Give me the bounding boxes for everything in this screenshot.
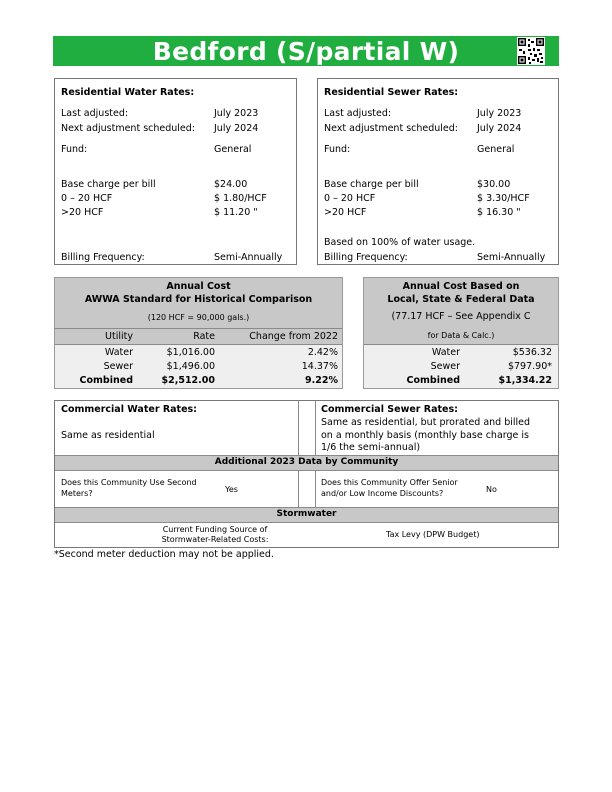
sewer-base-charge-label: Base charge per bill <box>324 179 419 190</box>
table-row-rate: $1,016.00 <box>166 347 215 358</box>
table-row-rate: $1,496.00 <box>166 361 215 372</box>
sewer-fund-value: General <box>477 144 515 155</box>
additional-data-band <box>55 455 558 471</box>
awwa-col-utility: Utility <box>105 331 133 342</box>
water-fund-label: Fund: <box>61 144 88 155</box>
title-bar <box>53 36 559 66</box>
local-subtitle-line2: for Data & Calc.) <box>427 331 495 340</box>
table-row-rate: $2,512.00 <box>161 375 215 386</box>
senior-discount-question-line1: Does this Community Offer Senior <box>321 478 458 487</box>
page-title: Bedford (S/partial W) <box>152 37 460 66</box>
water-tier1-label: 0 – 20 HCF <box>61 193 113 204</box>
commercial-sewer-heading: Commercial Sewer Rates: <box>321 404 458 415</box>
water-base-charge-label: Base charge per bill <box>61 179 156 190</box>
table-row-utility: Water <box>431 347 460 358</box>
sewer-last-adjusted-label: Last adjusted: <box>324 108 392 119</box>
sewer-billing-value: Semi-Annually <box>477 252 546 263</box>
sewer-tier1-label: 0 – 20 HCF <box>324 193 376 204</box>
sewer-usage-note: Based on 100% of water usage. <box>324 237 476 248</box>
sewer-last-adjusted-value: July 2023 <box>477 108 522 119</box>
additional-data-heading: Additional 2023 Data by Community <box>214 457 399 467</box>
water-billing-value: Semi-Annually <box>214 252 283 263</box>
residential-sewer-box <box>317 78 559 265</box>
residential-water-heading: Residential Water Rates: <box>61 87 195 98</box>
sewer-billing-label: Billing Frequency: <box>324 252 408 263</box>
local-title-line1: Annual Cost Based on <box>402 281 520 292</box>
local-cost-table <box>363 277 559 389</box>
sewer-tier2-label: >20 HCF <box>324 207 367 218</box>
table-row-utility: Water <box>104 347 133 358</box>
sewer-tier2-value: $ 16.30 " <box>477 207 521 218</box>
sewer-tier1-value: $ 3.30/HCF <box>477 193 530 204</box>
footnote: *Second meter deduction may not be applied. <box>54 549 274 560</box>
table-row-utility: Sewer <box>103 361 133 372</box>
senior-discount-answer: No <box>486 485 497 494</box>
water-last-adjusted-label: Last adjusted: <box>61 108 129 119</box>
local-subtitle-line1: (77.17 HCF – See Appendix C <box>391 311 531 322</box>
residential-sewer-heading: Residential Sewer Rates: <box>324 87 459 98</box>
second-meters-answer: Yes <box>225 485 238 494</box>
table-row-rate: $536.32 <box>512 347 552 358</box>
commercial-block <box>54 400 559 548</box>
awwa-title-line1: Annual Cost <box>166 281 231 292</box>
water-billing-label: Billing Frequency: <box>61 252 145 263</box>
residential-water-box <box>54 78 297 265</box>
water-last-adjusted-value: July 2023 <box>214 108 259 119</box>
awwa-col-rate: Rate <box>193 331 215 342</box>
commercial-water-heading: Commercial Water Rates: <box>61 404 197 415</box>
awwa-col-change: Change from 2022 <box>249 331 338 342</box>
sewer-base-charge-value: $30.00 <box>477 179 511 190</box>
water-tier2-label: >20 HCF <box>61 207 104 218</box>
stormwater-band <box>55 507 558 523</box>
stormwater-label-line1: Current Funding Source of <box>162 525 268 534</box>
table-row-rate: $1,334.22 <box>498 375 552 386</box>
qr-code-icon <box>517 37 545 65</box>
stormwater-label-line2: Stormwater-Related Costs: <box>161 535 269 544</box>
table-row-utility: Sewer <box>430 361 460 372</box>
second-meters-question-line2: Meters? <box>61 489 93 498</box>
table-row-change: 9.22% <box>305 375 338 386</box>
commercial-sewer-text-line3: 1/6 the semi-annual) <box>321 442 421 453</box>
water-fund-value: General <box>214 144 252 155</box>
water-tier1-value: $ 1.80/HCF <box>214 193 267 204</box>
sewer-next-adjustment-label: Next adjustment scheduled: <box>324 123 459 134</box>
water-tier2-value: $ 11.20 " <box>214 207 258 218</box>
table-row-change: 2.42% <box>307 347 338 358</box>
table-row-change: 14.37% <box>301 361 338 372</box>
water-next-adjustment-value: July 2024 <box>214 123 259 134</box>
table-row-rate: $797.90* <box>507 361 552 372</box>
water-base-charge-value: $24.00 <box>214 179 248 190</box>
senior-discount-question-line2: and/or Low Income Discounts? <box>321 489 444 498</box>
awwa-subtitle: (120 HCF = 90,000 gals.) <box>147 313 250 322</box>
second-meters-question-line1: Does this Community Use Second <box>61 478 197 487</box>
table-row-utility: Combined <box>406 375 460 386</box>
sewer-next-adjustment-value: July 2024 <box>477 123 522 134</box>
commercial-sewer-text-line1: Same as residential, but prorated and billed <box>321 417 531 428</box>
table-row-utility: Combined <box>79 375 133 386</box>
stormwater-heading: Stormwater <box>276 509 337 519</box>
water-next-adjustment-label: Next adjustment scheduled: <box>61 123 196 134</box>
stormwater-value: Tax Levy (DPW Budget) <box>386 530 480 539</box>
commercial-sewer-text-line2: on a monthly basis (monthly base charge is <box>321 430 529 441</box>
awwa-title-line2: AWWA Standard for Historical Comparison <box>84 294 313 305</box>
sewer-fund-label: Fund: <box>324 144 351 155</box>
awwa-cost-table <box>54 277 343 389</box>
commercial-water-text: Same as residential <box>61 430 155 441</box>
local-title-line2: Local, State & Federal Data <box>387 294 535 305</box>
